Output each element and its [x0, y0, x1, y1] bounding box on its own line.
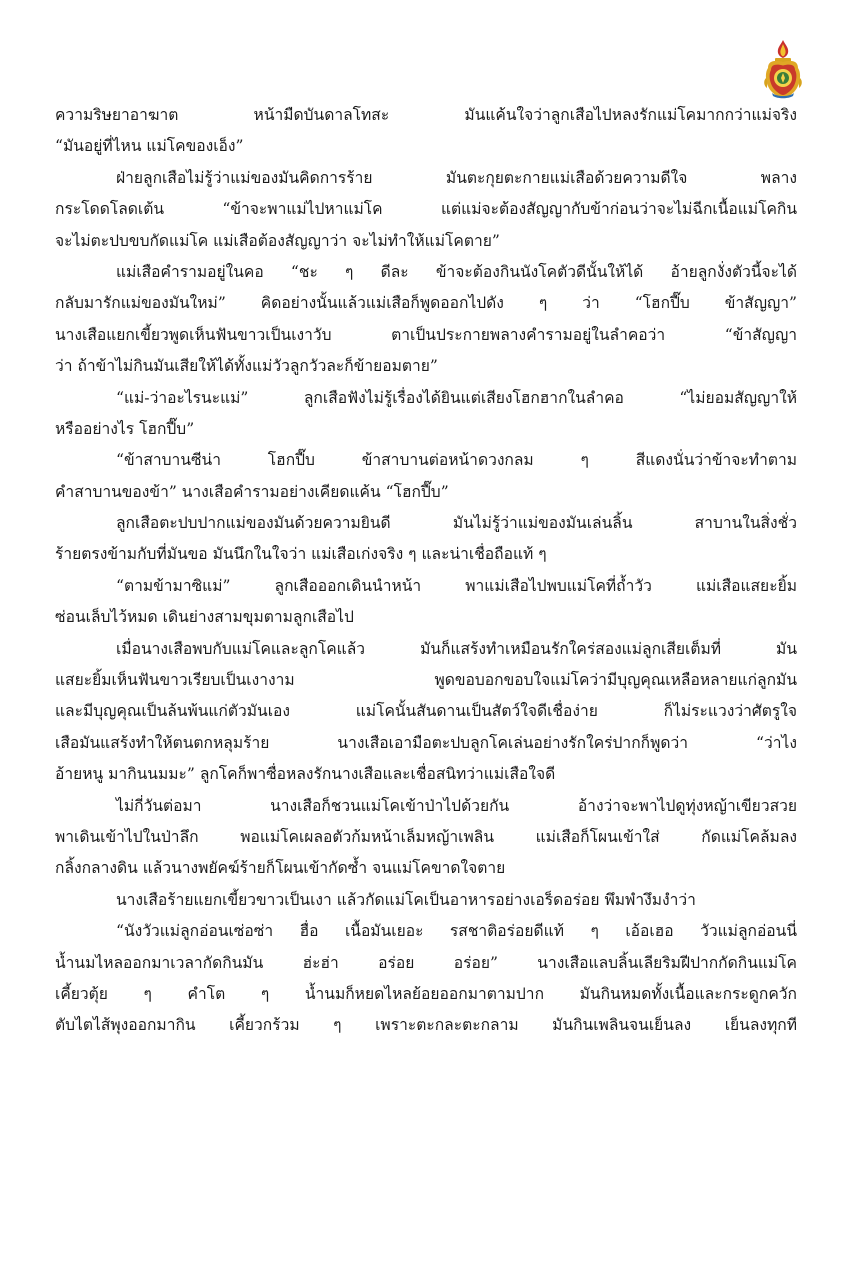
text-line: แม่เสือคำรามอยู่ในคอ “ชะ ๆ ดีละ ข้าจะต้องกินนังโคตัวดีนั้นให้ได้ อ้ายลูกงั่งตัวนี้จะได้	[116, 262, 797, 281]
text-line: แสยะยิ้มเห็นฟันขาวเรียบเป็นเงางาม พูดขอบอกขอบใจแม่โคว่ามีบุญคุณเหลือหลายแก่ลูกมัน	[55, 671, 797, 690]
text-line: ตับไตไส้พุงออกมากิน เคี้ยวกร้วม ๆ เพราะตะกละตะกลาม มันกินเพลินจนเย็นลง เย็นลงทุกที	[55, 1016, 797, 1035]
emblem-logo	[760, 38, 806, 100]
text-line: “แม่-ว่าอะไรนะแม่” ลูกเสือฟังไม่รู้เรื่องได้ยินแต่เสียงโฮกฮากในลำคอ “ไม่ยอมสัญญาให้	[116, 388, 797, 407]
text-line: นางเสือแยกเขี้ยวพูดเห็นฟันขาวเป็นเงาวับ ตาเป็นประกายพลางคำรามอยู่ในลำคอว่า “ข้าสัญญา	[55, 325, 797, 344]
text-line: “ตามข้ามาซิแม่” ลูกเสือออกเดินนำหน้า พาแม่เสือไปพบแม่โคที่ถ้ำวัว แม่เสือแสยะยิ้ม	[116, 576, 797, 595]
text-line: “นังวัวแม่ลูกอ่อนเซ่อซ่า ฮื่อ เนื้อมันเยอะ รสชาติอร่อยดีแท้ ๆ เอ้อเฮอ วัวแม่ลูกอ่อนนี่	[116, 922, 797, 941]
text-line: “ข้าสาบานซีน่า โฮกปี๊บ ข้าสาบานต่อหน้าดวงกลม ๆ สีแดงนั่นว่าข้าจะทำตาม	[116, 451, 797, 470]
text-line: หรืออย่างไร โฮกปี๊บ”	[55, 419, 195, 438]
text-line: ลูกเสือตะปบปากแม่ของมันด้วยความยินดี มันไม่รู้ว่าแม่ของมันเล่นลิ้น สาบานในสิ่งชั่ว	[116, 514, 797, 533]
story-text-block	[55, 100, 797, 1042]
text-line: กลิ้งกลางดิน แล้วนางพยัคฆ์ร้ายก็โผนเข้ากัดซ้ำ จนแม่โคขาดใจตาย	[55, 859, 506, 878]
text-line: กระโดดโลดเต้น “ข้าจะพาแม่ไปหาแม่โค แต่แม่จะต้องสัญญากับข้าก่อนว่าจะไม่ฉีกเนื้อแม่โคกิน	[55, 200, 797, 219]
text-line: จะไม่ตะปบขบกัดแม่โค แม่เสือต้องสัญญาว่า จะไม่ทำให้แม่โคตาย”	[55, 231, 500, 250]
text-line: เสือมันแสร้งทำให้ตนตกหลุมร้าย นางเสือเอามือตะปบลูกโคเล่นอย่างรักใคร่ปากก็พูดว่า “ว่าไง	[55, 733, 797, 752]
text-line: ซ่อนเล็บไว้หมด เดินย่างสามขุมตามลูกเสือไป	[55, 608, 354, 627]
text-line: ความริษยาอาฆาต หน้ามืดบันดาลโทสะ มันแค้นใจว่าลูกเสือไปหลงรักแม่โคมากกว่าแม่จริง	[55, 106, 797, 124]
text-line: อ้ายหนู มากินนมมะ” ลูกโคก็พาซื่อหลงรักนางเสือและเชื่อสนิทว่าแม่เสือใจดี	[55, 765, 556, 784]
text-line: ว่า ถ้าข้าไม่กินมันเสียให้ได้ทั้งแม่วัวลูกวัวละก็ข้ายอมตาย”	[55, 357, 438, 376]
text-line: น้ำนมไหลออกมาเวลากัดกินมัน ฮ่ะฮ่า อร่อย อร่อย” นางเสือแลบลิ้นเลียริมฝีปากกัดกินแม่โค	[55, 953, 797, 972]
text-line: “มันอยู่ที่ไหน แม่โคของเอ็ง”	[55, 137, 244, 156]
text-line: และมีบุญคุณเป็นล้นพ้นแก่ตัวมันเอง แม่โคนั้นสันดานเป็นสัตว์ใจดีเชื่อง่าย ก็ไม่ระแวงว่าศัตรูใจ	[55, 702, 797, 721]
text-line: ฝ่ายลูกเสือไม่รู้ว่าแม่ของมันคิดการร้าย มันตะกุยตะกายแม่เสือด้วยความดีใจ พลาง	[116, 168, 797, 187]
text-line: เคี้ยวตุ้ย ๆ คำโต ๆ น้ำนมก็หยดไหลย้อยออกมาตามปาก มันกินหมดทั้งเนื้อและกระดูกควัก	[55, 984, 797, 1003]
text-line: คำสาบานของข้า” นางเสือคำรามอย่างเคียดแค้น “โฮกปี๊บ”	[55, 482, 449, 501]
text-line: ร้ายตรงข้ามกับที่มันขอ มันนึกในใจว่า แม่เสือเก่งจริง ๆ และน่าเชื่อถือแท้ ๆ	[55, 545, 547, 564]
text-line: กลับมารักแม่ของมันใหม่” คิดอย่างนั้นแล้วแม่เสือก็พูดออกไปดัง ๆ ว่า “โฮกปี๊บ ข้าสัญญา”	[55, 294, 797, 313]
text-line: ไม่กี่วันต่อมา นางเสือก็ชวนแม่โคเข้าป่าไปด้วยกัน อ้างว่าจะพาไปดูทุ่งหญ้าเขียวสวย	[116, 796, 797, 815]
text-line: พาเดินเข้าไปในป่าลึก พอแม่โคเผลอตัวก้มหน้าเล็มหญ้าเพลิน แม่เสือก็โผนเข้าใส่ กัดแม่โคล้มลง	[55, 827, 797, 846]
text-line: เมื่อนางเสือพบกับแม่โคและลูกโคแล้ว มันก็แสร้งทำเหมือนรักใคร่สองแม่ลูกเสียเต็มที่ มัน	[116, 639, 797, 658]
text-line: นางเสือร้ายแยกเขี้ยวขาวเป็นเงา แล้วกัดแม่โคเป็นอาหารอย่างเอร็ดอร่อย พึมพำงึมงำว่า	[116, 890, 696, 909]
